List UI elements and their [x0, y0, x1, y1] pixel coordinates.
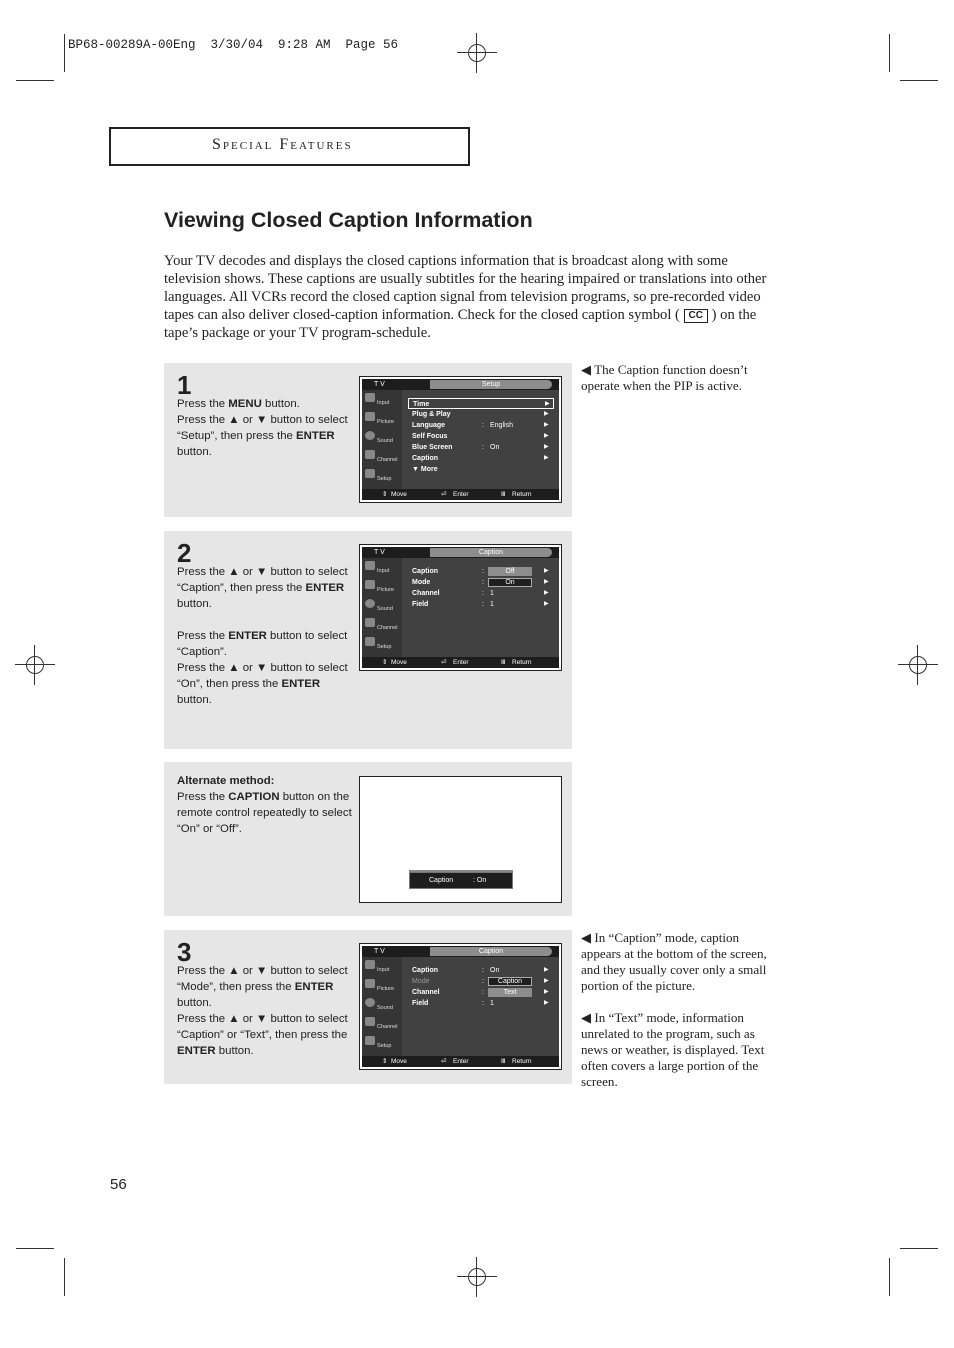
print-slug: BP68-00289A-00Eng 3/30/04 9:28 AM Page 56 [68, 38, 399, 52]
picture-icon [365, 979, 375, 988]
picture-icon [365, 412, 375, 421]
osd-footer: ⇕ Move ⏎ Enter Ⅲ Return [362, 489, 559, 500]
osd-row: Caption ▶ [412, 455, 549, 462]
crop-mark [16, 80, 54, 81]
step-1-note: ◀ The Caption function doesn’t operate when the PIP is active. [581, 362, 748, 393]
registration-mark-icon [898, 645, 938, 685]
step-2-instructions: Press the ▲ or ▼ button to select “Caption”, then press the ENTER button. Press the ENTER button to select “Caption”. Press the ▲ or ▼ button to select “On”, then press the ENTER button. [177, 566, 348, 706]
input-icon [365, 561, 375, 570]
alternate-method-instructions: Alternate method: Press the CAPTION button on the remote control repeatedly to select “On” or “Off”. [177, 775, 352, 835]
setup-icon [365, 1036, 375, 1045]
picture-icon [365, 580, 375, 589]
osd-row: Mode : Caption ▶ [412, 978, 549, 985]
osd-row: Mode : On ▶ [412, 579, 549, 586]
crop-mark [900, 1248, 938, 1249]
setup-icon [365, 637, 375, 646]
sound-icon [365, 998, 375, 1007]
registration-mark-icon [457, 33, 497, 73]
osd-sidebar: Input Picture Sound Channel Setup [362, 957, 402, 1056]
osd-sidebar: Input Picture Sound Channel Setup [362, 558, 402, 657]
channel-icon [365, 1017, 375, 1026]
osd-row: ▼ More [412, 466, 438, 473]
osd-row: Language : English ▶ [412, 422, 549, 429]
osd-row: Field : 1 ▶ [412, 1000, 549, 1007]
step-3-instructions: Press the ▲ or ▼ button to select “Mode”, then press the ENTER button. Press the ▲ or ▼ button to select “Caption” or “Text”, then press the ENTER button. [177, 965, 348, 1057]
page-number: 56 [110, 1176, 127, 1193]
step-number: 2 [177, 538, 192, 568]
crop-mark [64, 34, 65, 72]
osd-screen-caption-mode: T V Caption Input Picture Sound Channel Setup Caption : On ▶ Mode : Caption ▶ Channel : Text ▶ Field : 1 ▶ ⇕ Move ⏎ Enter Ⅲ Return [359, 943, 562, 1070]
channel-icon [365, 450, 375, 459]
crop-mark [16, 1248, 54, 1249]
osd-row: Caption : Off ▶ [412, 568, 549, 575]
osd-row: Field : 1 ▶ [412, 601, 549, 608]
step-number: 3 [177, 937, 192, 967]
osd-row: Plug & Play ▶ [412, 411, 549, 418]
caption-status-screen [359, 776, 562, 903]
osd-screen-caption: T V Caption Input Picture Sound Channel Setup Caption : Off ▶ Mode : On ▶ Channel : 1 ▶ Field : 1 ▶ ⇕ Move ⏎ Enter Ⅲ Return [359, 544, 562, 671]
step-3-notes: ◀ In “Caption” mode, caption appears at the bottom of the screen, and they usually cover only a small portion of the picture. ◀ In “Text” mode, information unrelated to the program, such as news or weather, is displayed. Text often covers a large portion of the screen. [581, 930, 767, 1089]
osd-row: Channel : Text ▶ [412, 989, 549, 996]
osd-row: Self Focus ▶ [412, 433, 549, 440]
crop-mark [900, 80, 938, 81]
osd-screen-setup: T V Setup Input Picture Sound Channel Setup Time ▶ Plug & Play ▶ Language : English ▶ Self Focus ▶ Blue Screen : On ▶ Caption ▶ ▼ More ⇕ Move ⏎ Enter Ⅲ Return [359, 376, 562, 503]
step-number: 1 [177, 370, 192, 400]
osd-sidebar: Input Picture Sound Channel Setup [362, 390, 402, 489]
registration-mark-icon [15, 645, 55, 685]
section-title: Special Features [212, 136, 353, 153]
crop-mark [64, 1258, 65, 1296]
osd-footer: ⇕ Move ⏎ Enter Ⅲ Return [362, 657, 559, 668]
sound-icon [365, 431, 375, 440]
input-icon [365, 393, 375, 402]
input-icon [365, 960, 375, 969]
registration-mark-icon [457, 1257, 497, 1297]
osd-footer: ⇕ Move ⏎ Enter Ⅲ Return [362, 1056, 559, 1067]
osd-row: Blue Screen : On ▶ [412, 444, 549, 451]
crop-mark [889, 1258, 890, 1296]
intro-paragraph: Your TV decodes and displays the closed captions information that is broadcast along with some television shows. These captions are usually subtitles for the hearing impaired or translations into other languages. All VCRs record the closed caption signal from television programs, so pre-recorded video tapes can also deliver closed-caption information. Check for the closed caption symbol ( CC ) on the tape’s package or your TV program-schedule. [164, 253, 767, 341]
closed-caption-icon: CC [684, 309, 708, 323]
page-title: Viewing Closed Caption Information [164, 208, 533, 232]
crop-mark [889, 34, 890, 72]
osd-row: Channel : 1 ▶ [412, 590, 549, 597]
osd-row: Caption : On ▶ [412, 967, 549, 974]
step-1-instructions: Press the MENU button. Press the ▲ or ▼ button to select “Setup”, then press the ENTER button. [177, 398, 348, 458]
setup-icon [365, 469, 375, 478]
sound-icon [365, 599, 375, 608]
osd-row: Time ▶ [408, 398, 554, 409]
channel-icon [365, 618, 375, 627]
caption-status-bar: Caption : On [409, 872, 513, 889]
